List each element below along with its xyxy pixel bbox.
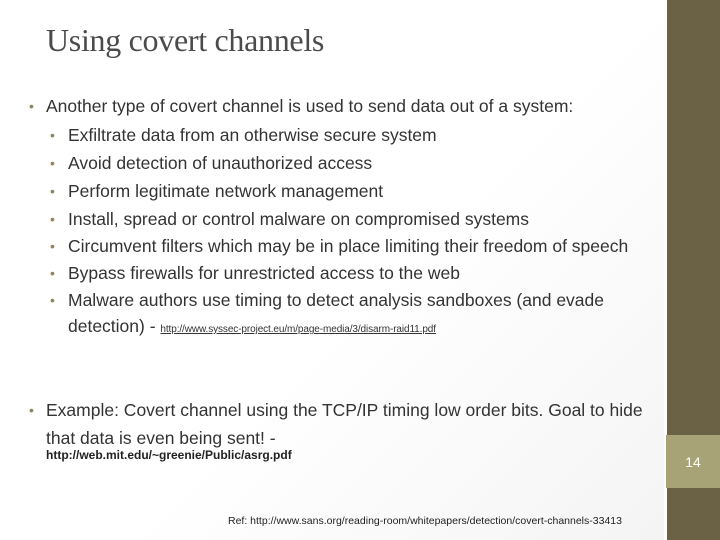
list-item <box>50 121 658 149</box>
bullet-icon: • <box>50 155 55 171</box>
asrg-pdf-link[interactable]: http://web.mit.edu/~greenie/Public/asrg.pdf <box>46 448 292 462</box>
main-bullet-1-text: Another type of covert channel is used to send data out of a system: <box>46 96 574 116</box>
list-item-text: Malware authors use timing to detect analysis sandboxes (and evade detection) - <box>68 290 604 336</box>
bullet-icon: • <box>29 402 34 418</box>
list-item-text: Perform legitimate network management <box>68 181 384 201</box>
bullet-icon: • <box>50 211 55 227</box>
list-item-text: Circumvent filters which may be in place limiting their freedom of speech <box>68 236 629 256</box>
bullet-icon: • <box>50 292 55 308</box>
list-item <box>50 149 658 177</box>
slide-title: Using covert channels <box>46 22 325 58</box>
bullet-icon: • <box>50 238 55 254</box>
main-bullet-2 <box>29 396 646 452</box>
main-bullet-2-text: Example: Covert channel using the TCP/IP timing low order bits. Goal to hide that data is even being sent! - <box>46 400 643 448</box>
sub-bullet-list <box>50 121 658 343</box>
list-item-text: Avoid detection of unauthorized access <box>68 153 373 173</box>
list-item <box>50 177 658 205</box>
bullet-icon: • <box>50 127 55 143</box>
disarm-paper-link[interactable]: http://www.syssec-project.eu/m/page-media/3/disarm-raid11.pdf <box>160 324 436 335</box>
main-bullet-1 <box>29 92 658 120</box>
list-item <box>50 233 658 259</box>
list-item <box>50 259 658 287</box>
list-item <box>50 287 658 343</box>
page-number-badge <box>666 435 720 488</box>
list-item-text: Bypass firewalls for unrestricted access to the web <box>68 263 460 283</box>
bullet-icon: • <box>50 265 55 281</box>
bullet-icon: • <box>29 98 34 114</box>
reference-footnote: Ref: http://www.sans.org/reading-room/whitepapers/detection/covert-channels-33413 <box>228 515 622 527</box>
list-item <box>50 205 658 233</box>
list-item-text: Install, spread or control malware on compromised systems <box>68 209 530 229</box>
bullet-icon: • <box>50 183 55 199</box>
page-number: 14 <box>685 453 701 470</box>
list-item-text: Exfiltrate data from an otherwise secure system <box>68 125 437 145</box>
